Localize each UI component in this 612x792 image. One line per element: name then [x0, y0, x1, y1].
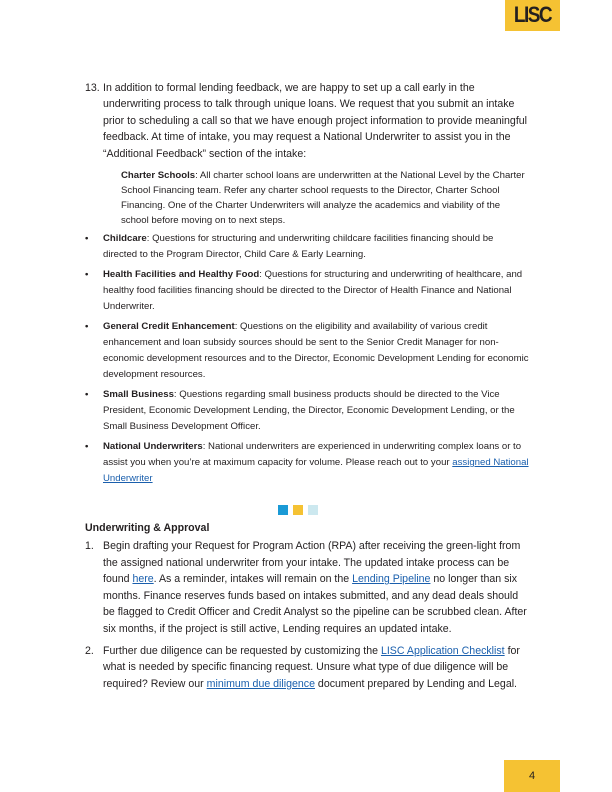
bullet-label: National Underwriters [103, 440, 203, 452]
page-number-box [504, 760, 560, 792]
bullet-label: Health Facilities and Healthy Food [103, 268, 260, 280]
bullet-text: : National underwriters are experienced in underwriting complex loans or to assist you when you’re at maximum capacity for volume. Please reach out to your [103, 440, 522, 468]
document-body [85, 80, 530, 696]
bullet-text: : Questions for structuring and underwriting childcare facilities financing should be directed to the Program Director, Child Care & Early Learning. [103, 233, 494, 261]
bullet-text: : Questions for structuring and underwriting of healthcare, and healthy food facilities financing should be directed to the Director of Health Finance and National Underwriter. [103, 268, 523, 313]
list-item-13 [85, 80, 530, 162]
bullet-dot-icon: • [85, 320, 89, 332]
divider-square-yellow [293, 505, 303, 515]
bullet-credit-enhancement [85, 319, 530, 384]
bullet-dot-icon: • [85, 388, 89, 400]
list-item-text: . As a reminder, intakes will remain on the [153, 573, 353, 586]
bullet-health [85, 267, 530, 316]
assigned-underwriter-link[interactable]: assigned National Underwriter [103, 456, 529, 485]
list-item-1 [85, 538, 530, 636]
bullet-label: Childcare [103, 233, 147, 245]
charter-text: : All charter school loans are underwritten at the National Level by the Charter School Financing team. Refer any charter school requests to the Director, Charter School Financing. One of the Charter Underwriters will analyze the academics and viability of the school before moving on to next steps. [121, 170, 525, 227]
list-item-text: Further due diligence can be requested by customizing the [103, 644, 381, 657]
list-number: 13. [85, 82, 100, 94]
divider-square-lightblue [308, 505, 318, 515]
bullet-dot-icon: • [85, 440, 89, 452]
bullet-national-underwriters [85, 439, 530, 488]
list-item-text: Begin drafting your Request for Program Action (RPA) after receiving the green-light from the assigned national underwriter from your intake. The updated intake process can be found [103, 540, 521, 586]
list-item-2 [85, 643, 530, 692]
bullet-small-business [85, 387, 530, 436]
list-number: 1. [85, 540, 94, 553]
section-heading: Underwriting & Approval [85, 522, 210, 535]
bullet-dot-icon: • [85, 233, 89, 245]
contact-bullet-list [85, 231, 530, 487]
lending-pipeline-link[interactable]: Lending Pipeline [352, 573, 431, 586]
bullet-label: General Credit Enhancement [103, 320, 235, 332]
divider-square-blue [278, 505, 288, 515]
intake-process-link[interactable]: here [132, 573, 154, 586]
list-item-text: In addition to formal lending feedback, we are happy to set up a call early in the underwriting process to talk through unique loans. We request that you submit an intake prior to scheduling a call so that we have enough project information to provide meaningful feedback. At time of intake, you may request a National Underwriter to assist you in the “Additional Feedback” section of the intake: [103, 82, 528, 160]
section-divider [65, 505, 530, 515]
bullet-text: : Questions regarding small business products should be directed to the Vice President, Economic Development Lending, the Director, Economic Development Lending, or the Small Business Development Officer. [103, 388, 515, 433]
bullet-childcare [85, 231, 530, 264]
page-number: 4 [528, 770, 536, 782]
minimum-due-diligence-link[interactable]: minimum due diligence [206, 677, 315, 690]
logo-text: LISC [513, 2, 552, 27]
list-item-text: document prepared by Lending and Legal. [314, 677, 518, 690]
bullet-dot-icon: • [85, 268, 89, 280]
list-number: 2. [85, 644, 94, 657]
application-checklist-link[interactable]: LISC Application Checklist [380, 644, 505, 657]
list-item-text: no longer than six months. Finance reserves funds based on intakes submitted, and any dead deals should be flagged to Credit Officer and Credit Analyst so the pipeline can be scrubbed clean. After six months, if the project is still active, Lending requires an updated intake. [103, 573, 527, 635]
lisc-logo [505, 0, 560, 31]
charter-label: Charter Schools [121, 170, 196, 182]
charter-schools-note [121, 168, 530, 228]
underwriting-list [85, 538, 530, 692]
list-item-text: for what is needed by specific financing request. Unsure what type of due diligence will be required? Review our [103, 644, 520, 690]
bullet-text: : Questions on the eligibility and availability of various credit enhancement and loan subsidy sources should be sent to the Senior Credit Manager for non-economic development resources and to the Director, Economic Development Lending for economic development resources. [103, 320, 529, 381]
bullet-label: Small Business [103, 388, 174, 400]
